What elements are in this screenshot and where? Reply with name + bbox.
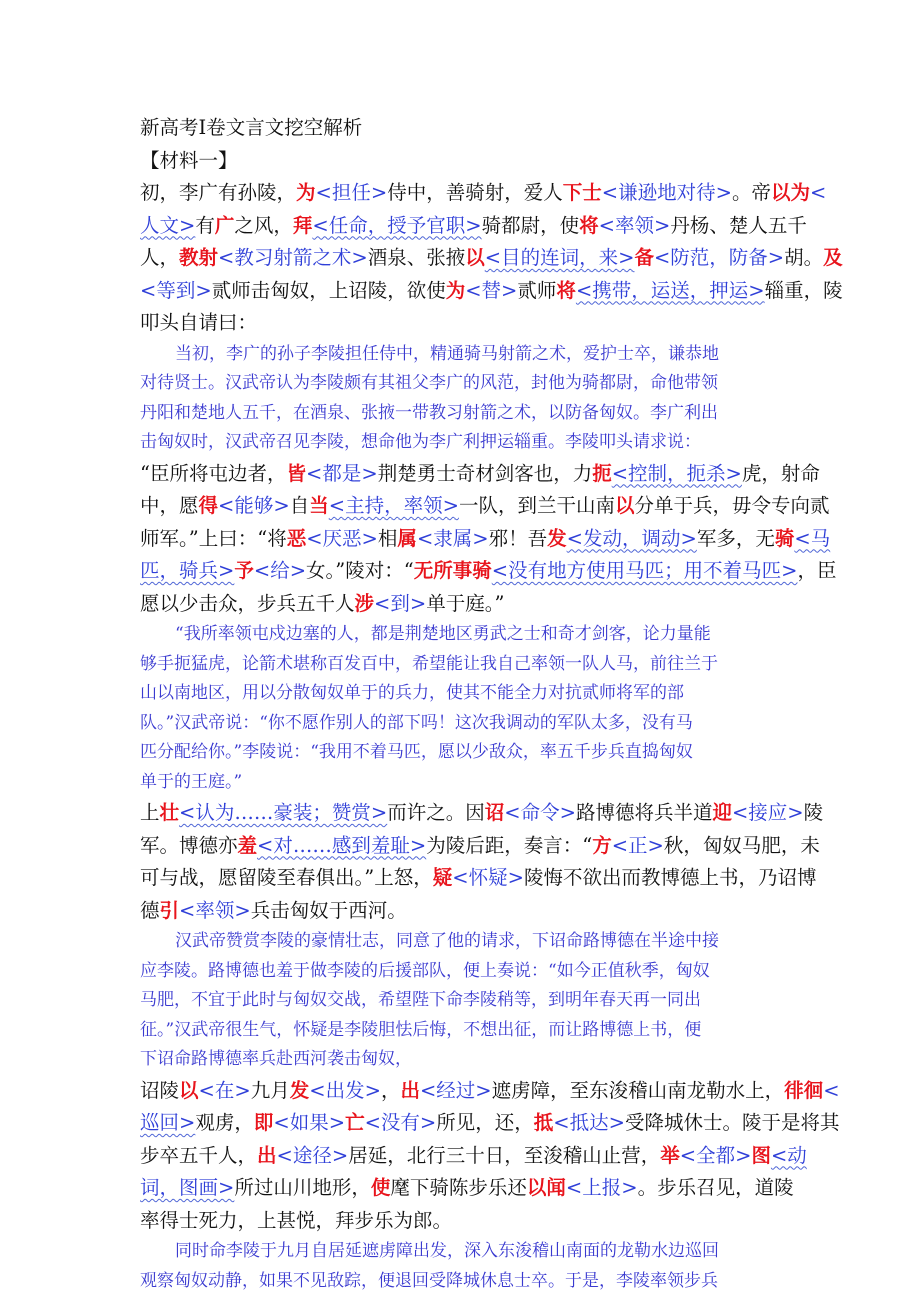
keyword: 恶: [286, 526, 307, 550]
keyword: 发: [289, 1078, 310, 1102]
keyword: 属: [397, 526, 417, 550]
keyword: 方: [592, 833, 612, 857]
keyword: 以闻: [526, 1176, 566, 1199]
gloss-annotation: <能够>: [218, 494, 290, 517]
keyword: 扼: [592, 461, 612, 485]
source-text-line: [140, 1075, 840, 1108]
source-text-line: [140, 797, 824, 830]
keyword: 图: [751, 1143, 771, 1167]
text-segment: 当初，李广的孙子李陵担任侍中，精通骑马射箭之术，爱护士卒，谦恭地: [175, 343, 719, 364]
keyword: 为: [445, 278, 466, 302]
gloss-annotation: <给>: [253, 559, 307, 582]
gloss-annotation: <: [823, 1078, 840, 1102]
keyword: 以: [465, 246, 485, 269]
keyword: 予: [234, 559, 254, 582]
gloss-annotation: <教习射箭之术>: [218, 246, 368, 269]
text-segment: 军多，无: [696, 526, 775, 550]
gloss-annotation: <经过>: [419, 1078, 492, 1102]
text-segment: 率得士死力，上甚悦，拜步乐为郎。: [140, 1208, 453, 1232]
text-segment: 一队，到兰干山南: [458, 494, 615, 517]
source-text-line: [140, 307, 780, 340]
text-segment: 下诏命路博德率兵赴西河袭击匈奴，: [140, 1049, 412, 1069]
gloss-annotation: <携带，运送，押运>: [575, 278, 765, 302]
text-segment: 遮虏障，至东浚稽山南龙勒水上，: [491, 1078, 785, 1102]
source-text-line: [140, 830, 820, 863]
text-segment: ，: [380, 1078, 401, 1102]
gloss-annotation: <率领>: [598, 213, 671, 237]
keyword: 羞: [237, 833, 258, 857]
translation-line: [140, 1016, 780, 1046]
keyword: 引: [159, 898, 180, 922]
keyword: 使: [370, 1176, 391, 1199]
text-segment: “我所率领屯戍边塞的人，都是荆楚地区勇武之士和奇才剑客，论力量能: [175, 624, 711, 644]
gloss-annotation: <动: [770, 1143, 807, 1167]
keyword: 出: [257, 1143, 277, 1167]
text-segment: 应李陵。路博德也羞于做李陵的后援部队，便上奏说：“如今正值秋季，匈奴: [140, 960, 710, 981]
text-segment: 单于庭。”: [426, 591, 505, 615]
section-heading: 【材料一】: [140, 148, 238, 172]
text-segment: 对待贤士。汉武帝认为李陵颇有其祖父李广的风范，封他为骑都尉，命他带领: [140, 373, 718, 393]
source-text-line: [140, 1107, 840, 1140]
gloss-annotation: <接应>: [731, 801, 804, 824]
translation-line: [140, 1267, 780, 1297]
keyword: 下士: [562, 181, 602, 204]
text-segment: 受降城休士。陵于是将其: [624, 1111, 840, 1134]
gloss-annotation: <等到>: [140, 278, 212, 302]
translation-line: [140, 650, 780, 680]
text-segment: 军。博德亦: [140, 833, 238, 857]
gloss-annotation: <没有>: [364, 1111, 437, 1134]
text-segment: 酒泉、张掖: [367, 246, 466, 269]
text-segment: 队。”汉武帝说：“你不愿作别人的部下吗！这次我调动的军队太多，没有马: [140, 712, 693, 733]
text-segment: 中，愿: [140, 494, 199, 517]
document-page: [140, 112, 843, 1296]
text-segment: 荆楚勇士奇材剑客也，力: [377, 461, 593, 485]
gloss-annotation: <防范，防备>: [653, 246, 785, 269]
text-segment: 陵: [803, 801, 824, 824]
source-text-line: [140, 242, 843, 275]
text-segment: 够手扼猛虎，论箭术堪称百发百中，希望能让我自己率领一队人马，前往兰于: [140, 653, 718, 674]
gloss-annotation: <厌恶>: [306, 526, 378, 550]
gloss-annotation: <如果>: [273, 1111, 346, 1134]
gloss-annotation: <目的连词，来>: [484, 246, 635, 269]
text-segment: 初，李广有孙陵，: [140, 181, 297, 204]
text-segment: 德: [140, 898, 160, 922]
text-segment: 汉武帝赞赏李陵的豪情壮志，同意了他的请求，下诏命路博德在半途中接: [175, 931, 719, 951]
gloss-annotation: <隶属>: [416, 526, 489, 550]
text-segment: 陵悔不欲出而教博德上书，乃诏博: [523, 866, 817, 889]
translation-line: [140, 428, 780, 458]
gloss-annotation: <主持，率领>: [328, 494, 459, 517]
document-body: [140, 177, 843, 1296]
text-segment: 诏陵: [140, 1078, 180, 1102]
keyword: 壮: [159, 801, 180, 824]
gloss-annotation: <任命，授予官职>: [312, 213, 482, 237]
text-segment: 愿以少击众，步兵五千人: [140, 591, 355, 615]
gloss-annotation: 词，图画>: [140, 1176, 235, 1199]
gloss-annotation: <发动，调动>: [566, 526, 697, 550]
document-title: 新高考Ⅰ卷文言文挖空解析: [140, 116, 363, 139]
text-segment: 。帝: [731, 181, 771, 204]
translation-line: [140, 768, 780, 798]
keyword: 抵: [533, 1111, 554, 1134]
gloss-annotation: <出发>: [309, 1078, 381, 1102]
keyword: 以为: [770, 181, 810, 204]
text-segment: 兵击匈奴于西河。: [250, 898, 407, 922]
text-segment: 有: [195, 213, 215, 237]
source-text-line: [140, 210, 807, 243]
gloss-annotation: <认为……豪装；赞赏>: [179, 801, 388, 824]
keyword: 骑: [774, 526, 795, 550]
text-segment: 虎，射命: [741, 461, 820, 485]
gloss-annotation: <上报>: [565, 1176, 638, 1199]
source-text-line: [140, 1140, 807, 1173]
keyword: 拜: [292, 213, 313, 237]
gloss-annotation: <抵达>: [553, 1111, 625, 1134]
keyword: 及: [823, 246, 843, 269]
text-segment: 女。”陵对：“: [306, 559, 414, 582]
gloss-annotation: <正>: [611, 833, 664, 857]
text-segment: 侍中，善骑射，爱人: [387, 181, 563, 204]
text-segment: “臣所将屯边者，: [140, 461, 287, 485]
source-text-line: [140, 555, 837, 588]
text-segment: 为陵后距，奏言：“: [426, 833, 593, 857]
keyword: 亡: [345, 1111, 365, 1134]
text-segment: 匹分配给你。”李陵说：“我用不着马匹，愿以少敌众，率五千步兵直捣匈奴: [140, 742, 693, 762]
text-segment: 马肥，不宜于此时与匈奴交战，希望陛下命李陵稍等，到明年春天再一同出: [140, 990, 701, 1010]
translation-line: [140, 369, 780, 399]
keyword: 发: [547, 526, 567, 550]
translation-line: [140, 340, 780, 370]
text-segment: 分单于兵，毋令专向贰: [634, 494, 830, 517]
keyword: 无所事骑: [413, 559, 492, 582]
keyword: 备: [634, 246, 654, 269]
gloss-annotation: <对……感到羞耻>: [257, 833, 427, 857]
gloss-annotation: 巡回>: [140, 1111, 196, 1134]
translation-line: [140, 957, 780, 987]
text-segment: ，臣: [797, 559, 837, 582]
keyword: 教射: [179, 246, 219, 269]
text-segment: 路博德将兵半道: [575, 801, 713, 824]
text-segment: 观察匈奴动静，如果不见敌踪，便退回受降城休息士卒。于是，李陵率领步兵: [140, 1270, 718, 1291]
translation-line: [140, 738, 780, 768]
text-segment: 之风，: [234, 213, 293, 237]
gloss-annotation: <谦逊地对待>: [601, 181, 732, 204]
text-segment: 而许之。因: [387, 801, 485, 824]
text-segment: 上: [140, 801, 160, 824]
keyword: 以: [179, 1078, 199, 1102]
translation-line: [140, 1045, 780, 1075]
keyword: 以: [614, 494, 635, 517]
text-segment: 胡。: [784, 246, 824, 269]
gloss-annotation: <都是>: [306, 461, 378, 485]
text-segment: 单于的王庭。”: [140, 771, 243, 792]
gloss-annotation: <命令>: [504, 801, 576, 824]
text-segment: 丹阳和楚地人五千，在酒泉、张掖一带教习射箭之术，以防备匈奴。李广利出: [140, 402, 718, 423]
source-text-line: [140, 275, 843, 308]
translation-line: [140, 709, 780, 739]
gloss-annotation: <在>: [198, 1078, 251, 1102]
text-segment: 。步乐召见，道陵: [637, 1176, 794, 1199]
keyword: 得: [198, 494, 219, 517]
text-segment: 丹杨、楚人五千: [670, 213, 807, 237]
translation-line: [140, 620, 780, 650]
source-text-line: [140, 1172, 794, 1205]
source-text-line: [140, 895, 780, 928]
keyword: 涉: [354, 591, 375, 615]
text-segment: 师军。”上曰：“将: [140, 526, 287, 550]
gloss-annotation: <怀疑>: [452, 866, 524, 889]
gloss-annotation: <率领>: [179, 898, 251, 922]
keyword: 出: [400, 1078, 420, 1102]
gloss-annotation: <替>: [465, 278, 518, 302]
text-segment: 居延，北行三十日，至浚稽山止营，: [348, 1143, 661, 1167]
translation-line: [140, 1237, 780, 1267]
keyword: 为: [296, 181, 316, 204]
source-text-line: [140, 177, 827, 210]
text-segment: 同时命李陵于九月自居延遮虏障出发，深入东浚稽山南面的龙勒水边巡回: [175, 1241, 719, 1261]
gloss-annotation: 匹，骑兵>: [140, 559, 235, 582]
keyword: 当: [309, 494, 329, 517]
gloss-annotation: <到>: [374, 591, 427, 615]
text-segment: 叩头自请曰：: [140, 311, 258, 334]
text-segment: 麾下骑陈步乐还: [390, 1176, 527, 1199]
keyword: 即: [253, 1111, 274, 1134]
text-segment: 自: [289, 494, 310, 517]
source-text-line: [140, 588, 780, 621]
text-segment: 邪！吾: [488, 526, 548, 550]
text-segment: 所过山川地形，: [234, 1176, 371, 1199]
source-text-line: [140, 1205, 780, 1238]
text-segment: 击匈奴时，汉武帝召见李陵，想命他为李广利押运辎重。李陵叩头请求说：: [140, 432, 701, 452]
source-text-line: [140, 458, 820, 491]
keyword: 将: [556, 278, 576, 302]
text-segment: 步卒五千人，: [140, 1143, 258, 1167]
gloss-annotation: <全都>: [679, 1143, 752, 1167]
keyword: 广: [214, 213, 235, 237]
keyword: 徘徊: [784, 1078, 824, 1102]
translation-line: [140, 927, 780, 957]
source-text-line: [140, 862, 817, 895]
keyword: 迎: [712, 801, 732, 824]
keyword: 举: [660, 1143, 680, 1167]
translation-line: [140, 986, 780, 1016]
text-segment: 观虏，: [195, 1111, 254, 1134]
gloss-annotation: 人文>: [140, 213, 196, 237]
gloss-annotation: <: [809, 181, 827, 204]
text-segment: 骑都尉，使: [481, 213, 580, 237]
gloss-annotation: <途径>: [276, 1143, 349, 1167]
text-segment: 九月: [250, 1078, 290, 1102]
keyword: 疑: [432, 866, 453, 889]
text-segment: 贰师: [517, 278, 557, 302]
translation-line: [140, 679, 780, 709]
keyword: 皆: [286, 461, 306, 485]
text-segment: 秋，匈奴马肥，未: [663, 833, 820, 857]
text-segment: 山以南地区，用以分散匈奴单于的兵力，使其不能全力对抗贰师将军的部: [140, 683, 684, 703]
translation-line: [140, 399, 780, 429]
source-text-line: [140, 523, 831, 556]
text-segment: 辎重，陵: [764, 278, 843, 302]
text-segment: 所见，还，: [436, 1111, 534, 1134]
text-segment: 人，: [140, 246, 180, 269]
keyword: 诏: [484, 801, 505, 824]
text-segment: 贰师击匈奴，上诏陵，欲使: [211, 278, 446, 302]
gloss-annotation: <控制，扼杀>: [611, 461, 742, 485]
text-segment: 可与战，愿留陵至春俱出。”上怒，: [140, 866, 433, 889]
source-text-line: [140, 490, 830, 523]
keyword: 将: [579, 213, 599, 237]
text-segment: 相: [377, 526, 398, 550]
gloss-annotation: <担任>: [315, 181, 388, 204]
gloss-annotation: <马: [794, 526, 831, 550]
text-segment: 征。”汉武帝很生气，怀疑是李陵胆怯后悔，不想出征，而让路博德上书，便: [140, 1019, 702, 1040]
gloss-annotation: <没有地方使用马匹；用不着马匹>: [491, 559, 798, 582]
